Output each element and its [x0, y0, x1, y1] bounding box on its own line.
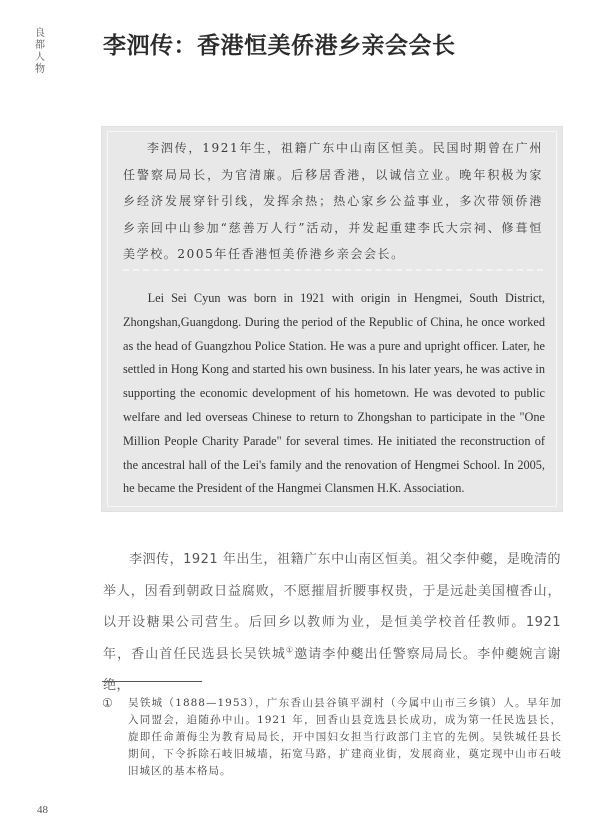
- body-text-part-1: 李泗传，1921 年出生，祖籍广东中山南区恒美。祖父李仲夔，是晚清的举人，因看到朝政日益腐败，不愿摧眉折腰事权贵，于是远赴美国檀香山，以开设糖果公司营生。后回乡以教师为业，是恒美学校首任教师。1921 年，香山首任民选县长吴铁城: [103, 552, 561, 662]
- side-section-label: 良都人物: [35, 28, 45, 75]
- footnote-rule: [102, 681, 202, 682]
- body-paragraph: [103, 544, 561, 702]
- summary-box: [101, 126, 563, 512]
- body-text-part-2: 邀请李仲夔出任警察局局长。李仲夔婉言谢绝，: [103, 646, 561, 693]
- page-number: 48: [37, 804, 48, 816]
- summary-divider: [123, 269, 543, 271]
- page-title: 李泗传：香港恒美侨港乡亲会会长: [103, 33, 456, 59]
- footnote-reference[interactable]: ①: [285, 645, 295, 655]
- summary-english-text: Lei Sei Cyun was born in 1921 with origin in Hengmei, South District, Zhongshan,Guangdong. During the period of the Republic of China, he once worked as the head of Guangzhou Police Station. He was a pure and upright officer. Later, he settled in Hong Kong and started his own business. In his later years, he was active in supporting the economic development of his hometown. He was devoted to public welfare and led overseas Chinese to return to Zhongshan to participate in the "One Million People Charity Parade" for several times. He initiated the reconstruction of the ancestral hall of the Lei's family and the renovation of Hengmei School. In 2005, he became the President of the Hangmei Clansmen H.K. Association.: [123, 291, 545, 496]
- footnote-marker: ①: [102, 696, 113, 710]
- summary-chinese-text: 李泗传，1921年生，祖籍广东中山南区恒美。民国时期曾在广州任警察局局长，为官清廉。后移居香港，以诚信立业。晚年积极为家乡经济发展穿针引线，发挥余热；热心家乡公益事业，多次带领侨港乡亲回中山参加“慈善万人行”活动，并发起重建李氏大宗祠、修葺恒美学校。2005年任香港恒美侨港乡亲会会长。: [123, 141, 543, 261]
- footnote-text: 吴铁城（1888—1953），广东香山县谷镇平湖村（今属中山市三乡镇）人。早年加入同盟会，追随孙中山。1921 年，回香山县竞选县长成功，成为第一任民选县长，旋即任命萧侮尘为教育局局长，开中国妇女担当行政部门主官的先例。吴铁城任县长期间，下令拆除石岐旧城墙，拓宽马路，扩建商业街，发展商业，奠定现中山市石岐旧城区的基本格局。: [128, 697, 562, 777]
